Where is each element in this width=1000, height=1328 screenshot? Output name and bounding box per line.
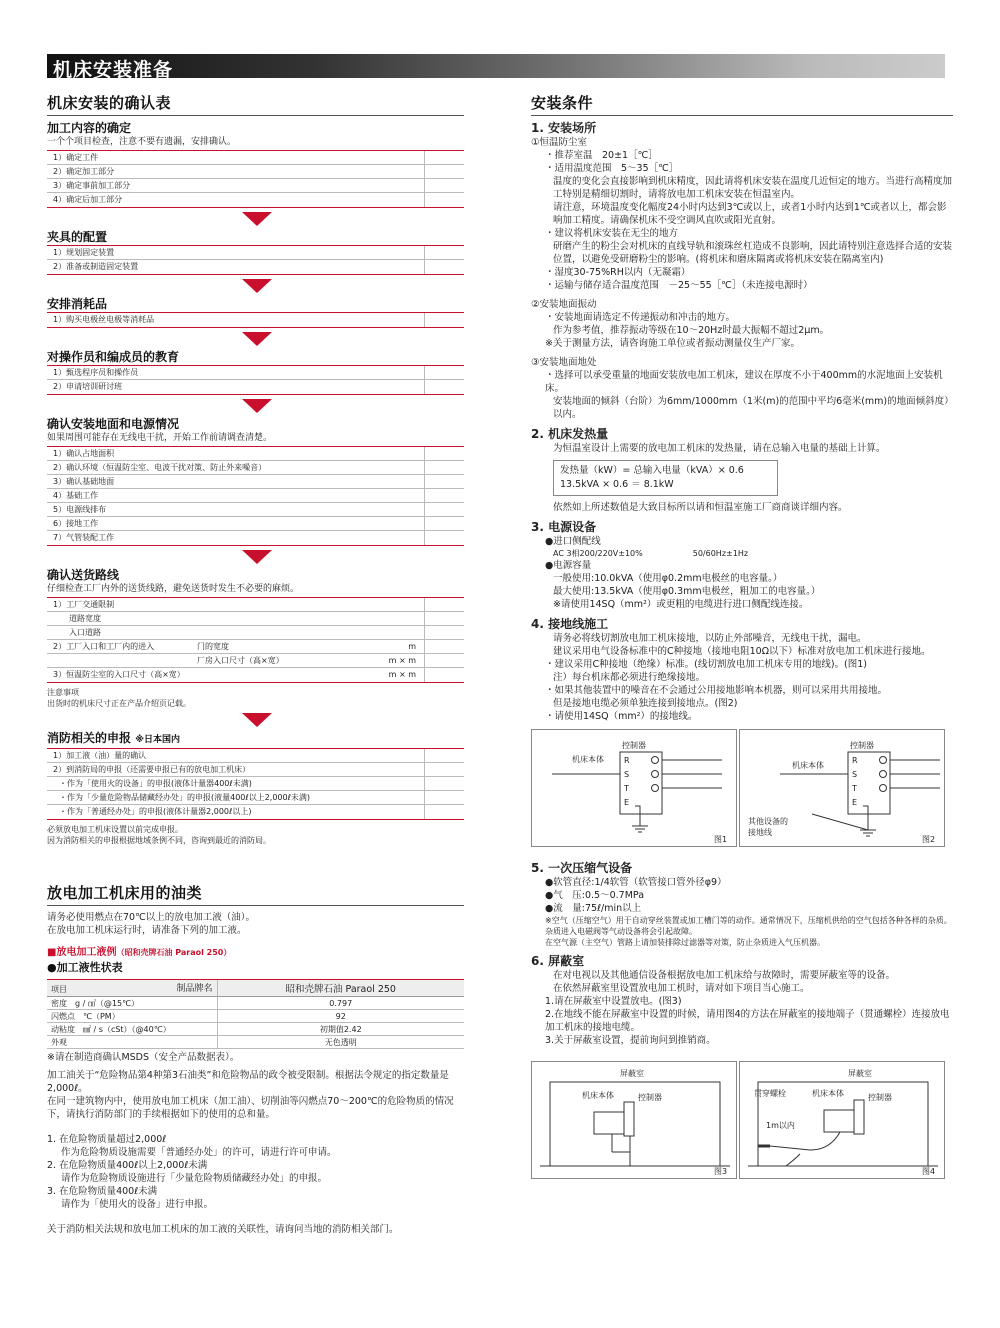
text-line: AC 3相200/220V±10% 50/60Hz±1Hz <box>553 549 749 558</box>
checklist-title: 机床安装的确认表 <box>47 92 464 116</box>
check-row: 1）工厂交通限制 <box>47 598 464 612</box>
text-line: ※关于测量方法，请咨询施工单位或者振动测量仪生产厂家。 <box>545 338 800 349</box>
section-fire: 消防相关的申报 ※日本国内 <box>47 731 464 749</box>
section-desc: 一个个项目检查，注意不要有遗漏，安排确认。 <box>47 136 464 151</box>
check-box[interactable] <box>424 193 464 207</box>
check-row: 1）确定工件 <box>47 151 464 165</box>
text-line: 注）每台机床都必须进行绝缘接地。 <box>553 672 706 683</box>
check-box[interactable] <box>424 503 464 517</box>
check-row: 1）甄选程序员和操作员 <box>47 366 464 380</box>
figure-2: 控制器 机床本体 R S T E 其他设备的 接地线 图2 <box>739 729 945 847</box>
text-para: 温度的变化会直接影响到机床精度，因此请将机床安装在温度几近恒定的地方。当进行高精度加工特别是精细切割时，请将放电加工机床安装在恒温室内。 <box>553 176 953 200</box>
oil-desc: 请务必使用燃点在70℃以上的放电加工液（油）。 <box>47 912 256 923</box>
sub-heading: ②安装地面振动 <box>531 299 597 310</box>
check-box[interactable] <box>424 668 464 682</box>
check-row: 5）电源线排布 <box>47 503 464 517</box>
text-line: ・建议采用C种接地（绝缘）标准。(线切割放电加工机床专用的地线)。(图1) <box>545 659 868 670</box>
figure-3: 屏蔽室 机床本体 控制器 图3 <box>531 1061 737 1179</box>
down-arrow-icon <box>242 332 272 346</box>
checklist-fire <box>47 749 464 820</box>
check-row: 2）工厂入口和工厂内的进入 门的宽度 m <box>47 640 464 654</box>
check-box[interactable] <box>424 654 464 668</box>
table-row: 密度 g / ㎤（@15℃） 0.797 <box>47 997 464 1010</box>
text-line: ・运输与储存适合温度范围 －25～55［℃］（未连接电源时） <box>545 280 813 291</box>
section-processing: 加工内容的确定 <box>47 121 132 135</box>
text-line: ・如果其他装置中的噪音在不会通过公用接地影响本机器，则可以采用共用接地。 <box>545 685 888 696</box>
check-box[interactable] <box>424 179 464 193</box>
section-delivery: 确认送货路线 <box>47 568 120 582</box>
text-line: ・请使用14SQ（mm²）的接地线。 <box>545 711 698 722</box>
sec-heat: 2. 机床发热量 <box>531 427 609 441</box>
text-line: ●流 量:75ℓ/min以上 <box>545 903 642 914</box>
check-box[interactable] <box>424 791 464 805</box>
table-row: 闪燃点 ℃（PM） 92 <box>47 1010 464 1023</box>
check-box[interactable] <box>424 531 464 545</box>
check-row: 7）气管装配工作 <box>47 531 464 545</box>
table-row: 动粘度 ㎟ / s（cSt）（@40℃） 初期值2.42 <box>47 1023 464 1036</box>
check-box[interactable] <box>424 640 464 654</box>
check-box[interactable] <box>424 763 464 777</box>
section-floor-power: 确认安装地面和电源情况 <box>47 417 180 431</box>
sec-power: 3. 电源设备 <box>531 520 597 534</box>
heat-formula: 发热量（kW）= 总输入电量（kVA）× 0.6 13.5kVA × 0.6 ＝ 8.1kW <box>553 460 778 496</box>
check-box[interactable] <box>424 165 464 179</box>
section-desc: 仔细检查工厂内外的送货线路，避免送货时发生不必要的麻烦。 <box>47 583 464 598</box>
check-box[interactable] <box>424 461 464 475</box>
section-training: 对操作员和编成员的教育 <box>47 350 464 366</box>
text-line: ・建议将机床安装在无尘的地方 <box>545 228 679 239</box>
fire-note: 必须放电加工机床设置以前完成申报。 因为消防相关的申报根据地域条例不同，咨询到最近的消防局。 <box>47 825 271 845</box>
text-line: 1.请在屏蔽室中设置放电。(图3) <box>545 996 682 1007</box>
sub-heading: ●进口侧配线 <box>545 536 601 547</box>
text-line: 在依然屏蔽室里设置放电加工机时，请对如下项目当心施工。 <box>553 983 810 994</box>
page-title: 机床安装准备 <box>53 59 174 81</box>
sec-location: 1. 安装场所 <box>531 121 597 135</box>
oil-final-note: 关于消防相关法规和放电加工机床的加工液的关联性，请询问当地的消防相关部门。 <box>47 1224 399 1235</box>
air-note: ※空气（压缩空气）用于自动穿丝装置或加工槽门等的动作。通常情况下，压缩机供给的空气包括各种各样的杂质。杂质进入电磁阀等气动设备将会引起故障。 <box>545 916 952 936</box>
text-para: 研磨产生的粉尘会对机床的直线导轨和滚珠丝杠造成不良影响，因此请特别注意选择合适的安装位置，以避免受研磨粉尘的影响。(将机床和磨床隔离或将机床安装在隔离室内) <box>553 241 953 265</box>
oil-desc: 在放电加工机床运行时，请准备下列的加工液。 <box>47 925 247 936</box>
text-para: 请注意，环境温度变化幅度24小时内达到3℃或以上，或者1小时内达到1℃或者以上，都会影响加工精度。请确保机床不受空调风直吹或阳光直射。 <box>553 202 947 226</box>
check-box[interactable] <box>424 380 464 394</box>
check-row: 2）申请培训研讨班 <box>47 380 464 394</box>
figure-4: 屏蔽室 贯穿螺栓 机床本体 控制器 1m以内 图4 <box>739 1061 945 1179</box>
checklist-consumables <box>47 313 464 328</box>
sub-heading: ③安装地面地处 <box>531 357 597 368</box>
oil-property-table <box>47 979 464 1049</box>
check-box[interactable] <box>424 517 464 531</box>
checklist-training <box>47 366 464 395</box>
table-row: 外观 无色透明 <box>47 1036 464 1049</box>
checklist-delivery <box>47 598 464 683</box>
text-line: ●软管直径:1/4软管（软管接口管外径φ9） <box>545 877 727 888</box>
section-desc: 如果周围可能存在无线电干扰，开始工作前请调查清楚。 <box>47 432 464 447</box>
check-row: 1）确认占地面积 <box>47 447 464 461</box>
text-line: 最大使用:13.5kVA（使用φ0.3mm电极丝，粗加工的电容量。） <box>553 586 821 597</box>
oil-title: 放电加工机床用的油类 <box>47 882 464 906</box>
section-fixture: 夹具的配置 <box>47 230 464 246</box>
text-line: 3.关于屏蔽室设置，提前询问到推销商。 <box>545 1035 716 1046</box>
right-column <box>531 92 953 1179</box>
down-arrow-icon <box>242 279 272 293</box>
checklist-processing <box>47 151 464 208</box>
check-box[interactable] <box>424 777 464 791</box>
oil-table-title: ●加工液性状表 <box>47 961 123 974</box>
text-para: 依然如上所述数值是大致目标所以请和恒温室施工厂商商谈详细内容。 <box>553 502 848 513</box>
check-row: 2）确认环境（恒温防尘室、电波干扰对策、防止外来噪音） <box>47 461 464 475</box>
sub-heading: ●电源容量 <box>545 560 592 571</box>
check-row: 2）到消防局的申报（还需要申报已有的放电加工机床） <box>47 763 464 777</box>
msds-note: ※请在制造商确认MSDS（安全产品数据表）。 <box>47 1052 240 1063</box>
conditions-title: 安装条件 <box>531 92 953 116</box>
check-row: 2）确定加工部分 <box>47 165 464 179</box>
check-box[interactable] <box>424 749 464 763</box>
shield-diagram-3 <box>532 1062 738 1180</box>
delivery-note: 注意事项 出货时的机床尺寸正在产品介绍页记载。 <box>47 688 191 708</box>
check-box[interactable] <box>424 475 464 489</box>
left-column <box>47 92 464 1236</box>
sec-shield: 6. 屏蔽室 <box>531 954 585 968</box>
check-box[interactable] <box>424 626 464 640</box>
text-line: ・适用温度范围 5～35［℃］ <box>545 163 679 174</box>
check-row: 入口道路 <box>47 626 464 640</box>
check-row: ・作为「使用火的设备」的申报(液体计量器400ℓ未满) <box>47 777 464 791</box>
text-para: 建议采用电气设备标准中的C种接地（接地电阻10Ω以下）标准对放电加工机床进行接地。 <box>553 646 931 657</box>
check-row: 厂房入口尺寸（高×宽） m × m <box>47 654 464 668</box>
oil-list: 1. 在危险物质量超过2,000ℓ 作为危险物质设施需要「普通经办处」的许可，请进行许可申请。 2. 在危险物质量400ℓ以上2,000ℓ未满 请作为危险物质设施进行「少量危险物质储藏经办处」的申报。 3. 在危险物质量400ℓ未满 请作为「使用火的设备」进行申报。 <box>47 1134 337 1210</box>
oil-para: 在同一建筑物内中，使用放电加工机床（加工油）、切削油等闪燃点70～200℃的危险物质的情况下，请执行消防部门的手续根据如下的使用的总和量。 <box>47 1096 454 1120</box>
check-row: 4）基础工作 <box>47 489 464 503</box>
check-row: 1）加工液（油）量的确认 <box>47 749 464 763</box>
text-para: 2.在地线不能在屏蔽室中设置的时候，请用图4的方法在屏蔽室的接地端子（贯通螺栓）连接放电加工机床的接地电缆。 <box>545 1009 950 1033</box>
check-box[interactable] <box>424 313 464 327</box>
check-box[interactable] <box>424 612 464 626</box>
check-row: 4）确定后加工部分 <box>47 193 464 207</box>
air-note: 在空气源（主空气）管路上请加装排除过滤器等对策，防止杂质进入气压机器。 <box>545 938 825 947</box>
check-row: 道路宽度 <box>47 612 464 626</box>
text-para: ・选择可以承受重量的地面安装放电加工机床，建议在厚度不小于400mm的水泥地面上安装机床。 <box>545 370 943 394</box>
text-line: 在对电视以及其他通信设备根据放电加工机床给与故障时，需要屏蔽室等的设备。 <box>553 970 896 981</box>
text-para: 为恒温室设计上需要的放电加工机床的发热量，请在总输入电量的基础上计算。 <box>553 443 886 454</box>
text-line: ・推荐室温 20±1［℃］ <box>545 150 658 161</box>
checklist-fixture <box>47 246 464 275</box>
down-arrow-icon <box>242 399 272 413</box>
section-consumables: 安排消耗品 <box>47 297 464 313</box>
text-line: ・湿度30-75%RH以内（无凝霜） <box>545 267 691 278</box>
check-box[interactable] <box>424 447 464 461</box>
sec-air: 5. 一次压缩气设备 <box>531 861 633 875</box>
fig-label: 机床本体 <box>572 755 604 764</box>
check-row: ・作为「少量危险物品储藏经办处」的申报(液量400ℓ以上2,000ℓ未满) <box>47 791 464 805</box>
oil-para: 加工油关于“危险物品第4种第3石油类”和危险物品的政令被受限制。根据法令规定的指定数量是2,000ℓ。 <box>47 1070 449 1094</box>
text-para: 安装地面的倾斜（台阶）为6mm/1000mm（1米(m)的范围中平均6毫米(mm)的地面倾斜度）以内。 <box>553 396 949 420</box>
figure-1: 控制器 机床本体 R S T E 图1 <box>531 729 737 847</box>
check-row: 1）购买电极丝电极等消耗品 <box>47 313 464 327</box>
text-line: 一般使用:10.0kVA（使用φ0.2mm电极丝的电容量。） <box>553 573 783 584</box>
down-arrow-icon <box>242 550 272 564</box>
check-box[interactable] <box>424 805 464 819</box>
check-row: 3）确认基础地面 <box>47 475 464 489</box>
check-row: 2）准备或制造固定装置 <box>47 260 464 274</box>
check-row: 3）恒温防尘室的入口尺寸（高×宽） m × m <box>47 668 464 682</box>
fig-label: 控制器 <box>622 741 646 750</box>
check-box[interactable] <box>424 489 464 503</box>
check-box[interactable] <box>424 151 464 165</box>
text-line: ・安装地面请选定不传递振动和冲击的地方。 <box>545 312 736 323</box>
table-header: 项目 制品牌名 昭和壳牌石油 Paraol 250 <box>47 980 464 997</box>
check-box[interactable] <box>424 260 464 274</box>
text-line: 作为参考值，推荐振动等级在10～20Hz时最大振幅不超过2μm。 <box>553 325 830 336</box>
check-box[interactable] <box>424 598 464 612</box>
text-line: 但是接地电缆必须单独连接到接地点。(图2) <box>553 698 738 709</box>
down-arrow-icon <box>242 212 272 226</box>
sub-heading: ①恒温防尘室 <box>531 137 588 148</box>
page-banner <box>47 54 945 81</box>
shield-figures <box>531 1061 953 1179</box>
oil-example: ■放电加工液例（昭和壳牌石油 Paraol 250） <box>47 947 232 958</box>
check-box[interactable] <box>424 366 464 380</box>
text-line: ●气 压:0.5～0.7MPa <box>545 890 645 901</box>
check-row: 3）确定事前加工部分 <box>47 179 464 193</box>
check-row: ・作为「普通经办处」的申报(液体计量器2,000ℓ以上) <box>47 805 464 819</box>
checklist-floor-power <box>47 447 464 546</box>
down-arrow-icon <box>242 713 272 727</box>
ground-figures <box>531 729 953 847</box>
text-line: ※请使用14SQ（mm²）或更粗的电缆进行进口侧配线连接。 <box>553 599 809 610</box>
text-line: 请务必将线切割放电加工机床接地，以防止外部噪音，无线电干扰，漏电。 <box>553 633 867 644</box>
check-row: 1）规划固定装置 <box>47 246 464 260</box>
check-box[interactable] <box>424 246 464 260</box>
check-row: 6）接地工作 <box>47 517 464 531</box>
sec-ground: 4. 接地线施工 <box>531 617 609 631</box>
